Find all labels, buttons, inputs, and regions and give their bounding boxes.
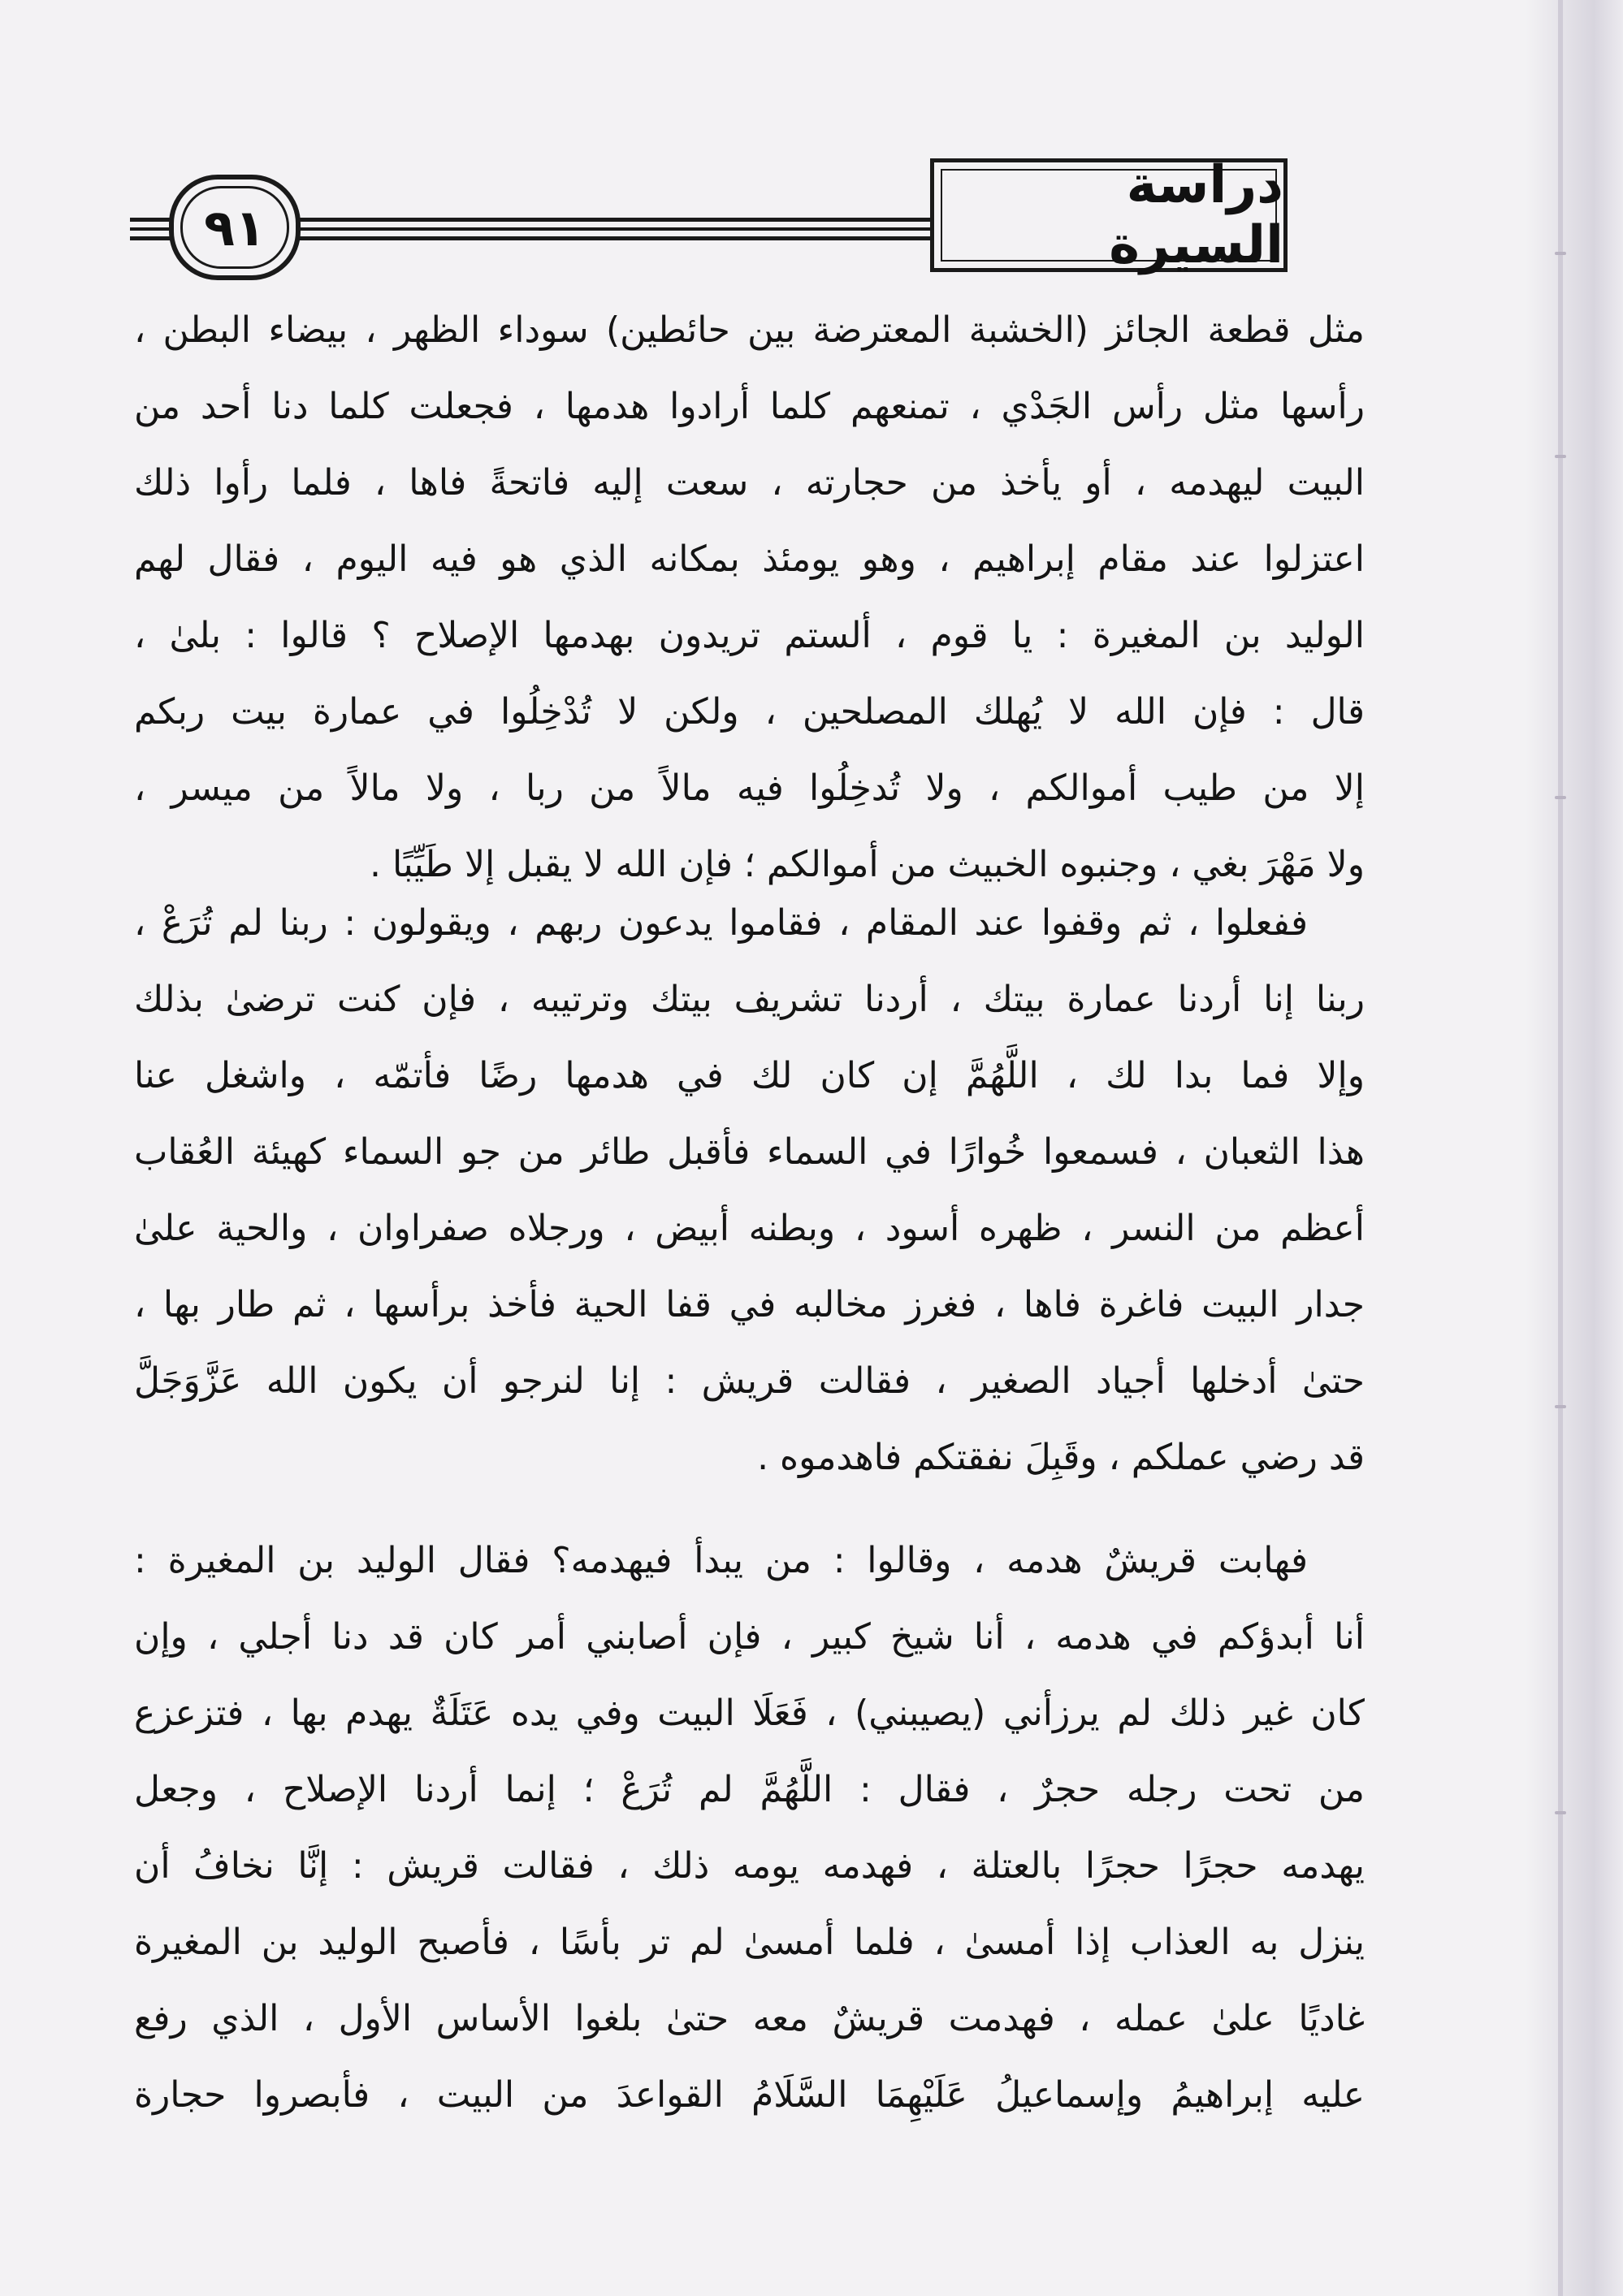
paragraph (134, 1523, 1365, 2134)
paragraph (134, 292, 1365, 903)
text-line: رأسها مثل رأس الجَدْي ، تمنعهم كلما أرادوا هدمها ، فجعلت كلما دنا أحد من (134, 386, 1365, 427)
text-line: ففعلوا ، ثم وقفوا عند المقام ، فقاموا يدعون ربهم ، ويقولون : ربنا لم تُرَعْ ، (134, 902, 1308, 944)
text-line: فهابت قريشٌ هدمه ، وقالوا : من يبدأ فيهدمه؟ فقال الوليد بن المغيرة : (134, 1540, 1308, 1581)
page-number: ٩١ (204, 197, 266, 257)
paragraph (134, 885, 1365, 1496)
binding-line (1558, 0, 1563, 2296)
text-line: هذا الثعبان ، فسمعوا خُوارًا في السماء فأقبل طائر من جو السماء كهيئة العُقاب (134, 1131, 1365, 1173)
text-line: عليه إبراهيمُ وإسماعيلُ عَلَيْهِمَا السَّلَامُ القواعدَ من البيت ، فأبصروا حجارة (134, 2074, 1365, 2116)
binding-stitch (1555, 1405, 1566, 1408)
text-line: اعتزلوا عند مقام إبراهيم ، وهو يومئذ بمكانه الذي هو فيه اليوم ، فقال لهم (134, 538, 1365, 580)
running-title: دراسة السيرة (1109, 155, 1283, 275)
binding-stitch (1555, 455, 1566, 458)
binding-stitch (1555, 1811, 1566, 1814)
text-line: الوليد بن المغيرة : يا قوم ، ألستم تريدون بهدمها الإصلاح ؟ قالوا : بلىٰ ، (134, 615, 1365, 656)
text-line: أنا أبدؤكم في هدمه ، أنا شيخ كبير ، فإن أصابني أمر كان قد دنا أجلي ، وإن (134, 1616, 1365, 1658)
text-line: أعظم من النسر ، ظهره أسود ، وبطنه أبيض ، ورجلاه صفراوان ، والحية علىٰ (134, 1208, 1365, 1249)
text-line: غاديًا علىٰ عمله ، فهدمت قريشٌ معه حتىٰ بلغوا الأساس الأول ، الذي رفع (134, 1998, 1365, 2039)
page-edge-shadow (1526, 0, 1623, 2296)
text-line: قال : فإن الله لا يُهلك المصلحين ، ولكن لا تُدْخِلُوا في عمارة بيت ربكم (134, 691, 1365, 733)
text-line: إلا من طيب أموالكم ، ولا تُدخِلُوا فيه مالاً من ربا ، ولا مالاً من ميسر ، (134, 767, 1365, 809)
text-line: ربنا إنا أردنا عمارة بيتك ، أردنا تشريف بيتك وترتيبه ، فإن كنت ترضىٰ بذلك (134, 979, 1365, 1020)
text-line: ينزل به العذاب إذا أمسىٰ ، فلما أمسىٰ لم تر بأسًا ، فأصبح الوليد بن المغيرة (134, 1922, 1365, 1963)
text-line: قد رضي عملكم ، وقَبِلَ نفقتكم فاهدموه . (757, 1437, 1365, 1478)
text-line: يهدمه حجرًا حجرًا بالعتلة ، فهدمه يومه ذلك ، فقالت قريش : إنَّا نخافُ أن (134, 1845, 1365, 1887)
binding-stitch (1555, 252, 1566, 255)
text-line: البيت ليهدمه ، أو يأخذ من حجارته ، سعت إليه فاتحةً فاها ، فلما رأوا ذلك (134, 462, 1365, 504)
text-line: وإلا فما بدا لك ، اللَّهُمَّ إن كان لك في هدمها رضًا فأتمّه ، واشغل عنا (134, 1055, 1365, 1096)
text-line: كان غير ذلك لم يرزأني (يصيبني) ، فَعَلَا البيت وفي يده عَتَلَةٌ يهدم بها ، فتزعزع (134, 1693, 1365, 1734)
text-line: مثل قطعة الجائز (الخشبة المعترضة بين حائطين) سوداء الظهر ، بيضاء البطن ، (134, 309, 1365, 351)
page-number-badge (169, 175, 301, 280)
running-title-ornament (930, 155, 1288, 275)
text-line: جدار البيت فاغرة فاها ، فغرز مخالبه في قفا الحية فأخذ برأسها ، ثم طار بها ، (134, 1284, 1365, 1325)
text-line: من تحت رجله حجرٌ ، فقال : اللَّهُمَّ لم تُرَعْ ؛ إنما أردنا الإصلاح ، وجعل (134, 1769, 1365, 1810)
binding-stitch (1555, 796, 1566, 799)
text-line: ولا مَهْرَ بغي ، وجنبوه الخبيث من أموالكم ؛ فإن الله لا يقبل إلا طَيِّبًا . (370, 844, 1365, 885)
text-line: حتىٰ أدخلها أجياد الصغير ، فقالت قريش : إنا لنرجو أن يكون الله عَزَّوَجَلَّ (134, 1360, 1365, 1402)
